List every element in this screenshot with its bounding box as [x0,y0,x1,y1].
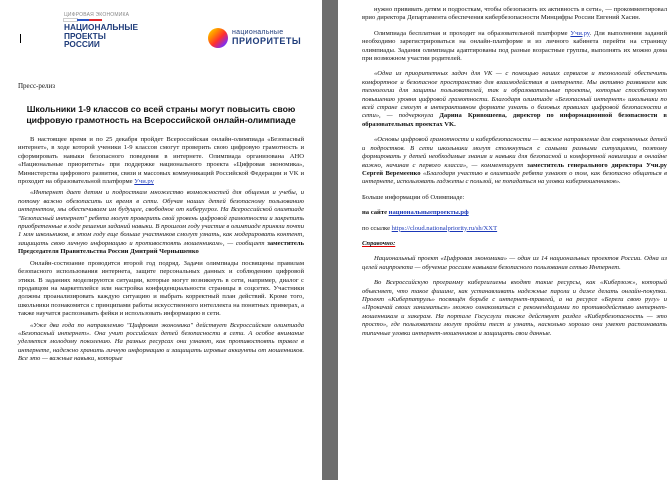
header-logos [18,8,304,80]
olympiad-paragraph: Онлайн-состязание проводится второй год подряд. Задачи олимпиады посвящены правилам безопасного использования интернета, защите персональных данных и соблюдению цифровой этики. В заданиях моделируются ситуации, которые могут возникнуть в сети, например, диалог с продавцом на маркетплейсе или настройка конфиденциальности страницы в соцсетях. Участники должны проанализировать каждую ситуацию и выбрать корректный план действий. Кроме того, школьники познакомятся с принципами работы искусственного интеллекта на понятных примерах, а также научатся распознавать фейки и использовать информацию в сети. [18,259,304,318]
priorities-line-2: ПРИОРИТЕТЫ [232,36,302,46]
cloud-link-prefix: по ссылке [362,224,391,232]
document-page-right [338,0,667,480]
quote-krivosheeva [362,70,667,129]
text-cursor [20,34,21,43]
quote-chernyshenko [18,189,304,256]
priorities-logo-text [232,29,301,47]
reference-heading-text: Справочно: [362,239,396,247]
site-link-line [362,209,667,217]
cloud-link-line [362,225,667,233]
quote-khasin-end: нужно прививать детям и подросткам, чтобы обезопасить их активность в сети», — прокомментировал врио директора Департамента обеспечения кибербезопасности Минцифры России Евгений Хасин. [362,6,667,22]
logo-name-line-1: НАЦИОНАЛЬНЫЕ [64,22,138,32]
quote-chernyshenko-author: заместитель Председателя Правительства России Дмитрий Чернышенко [18,239,304,256]
uchi-link[interactable]: Учи.ру [134,178,154,186]
logo-eyebrow: ЦИФРОВАЯ ЭКОНОМИКА [64,12,130,18]
platform-text: Олимпиада бесплатная и проходит на образовательной платформе [374,29,568,37]
platform-paragraph [362,30,667,64]
intro-text: В настоящее время и по 25 декабря пройдет Всероссийская онлайн-олимпиада «Безопасный интернет», в ходе которой ученики 1-9 классов смогут проверить свою цифровую грамотность и сформировать навыки безопасного поведения в интернете. Олимпиада организована АНО «Национальные приоритеты» при поддержке национального проекта «Цифровая экономика», Министерства цифрового развития, связи и массовых коммуникаций Российской Федерации и VK и проходит на образовательной платформе [18,136,304,186]
doc-type: Пресс-релиз [18,82,55,90]
reference-paragraph-2: Во Всероссийскую программу кибергигиены входят такие ресурсы, как «Киберзож», который объясняет, что такое фишинг, как устанавливать надежные пароли и даже делать онлайн-покупки. Проект «Киберпатруль» посвящён борьбе с интернет-травлей, а на ресурсе «Береги свою ругу» и «Прокачай своих заниматься» можно ознакомиться с рекомендациями по противодействию интернет-мошенникам и хакерам. На портале Госуслуги также действует раздел «Кибербезопасность — это просто», где пользователи могут пройти тест и узнать, насколько хорошо они умеют распознавать типичные уловки интернет-мошенников и защищать свои данные. [362,279,667,337]
reference-paragraph-1: Национальный проект «Цифровая экономика» — один из 14 национальных проектов России. Одна из целей нацпроекта — обучение россиян навыкам безопасного пользования сетью Интернет. [362,255,667,271]
tricolor-white [64,19,77,21]
quote-veremeenko-rest: «Благодаря участию в олимпиаде ребята узнают о том, как безопасно общаться в интернете, использовать гаджеты с пользой, не попадаться на уловки кибермошенников». [362,169,667,186]
intro-paragraph [18,136,304,186]
priorities-logo-icon [208,28,228,48]
reference-heading [362,240,667,248]
tricolor-red [89,19,102,21]
quote-chernyshenko-text: «Интернет дает детям и подросткам множество возможностей для общения и учебы, и потому важно обезопасить их время в сети. Обучая наших детей безопасному пользованию интернетом, мы обеспечиваем им будущее, свободное от киберугроз. На Всероссийской олимпиаде "Безопасный интернет" ребята могут проверить свой уровень цифровой грамотности и закрепить приобретенные в ходе решения заданий навыки. В прошлом году участие в олимпиаде приняли почти 1 млн школьников, в этом году еще больше участников смогут узнать, как модерировать контент, защищать свою личную информацию и противостоять мошенникам», — сообщает [18,189,304,247]
links-intro: Больше информации об Олимпиаде: [362,193,465,201]
document-page-left [0,0,322,480]
quote-khasin-start: «Уже два года по направлению "Цифровая экономика" действует Всероссийская олимпиада «Безопасный интернет». Она учит российских детей безопасности в сети. А особое внимание уделяется молодому поколению. На разных ресурсах они узнают, как противостоять травле в интернете, надежно хранить личную информацию и защищать игровые аккаунты от мошенников. Все это — важные навыки, которые [18,321,304,363]
uchi-link-2[interactable]: Учи.ру [570,29,590,37]
quote-veremeenko-author: заместитель генерального директора Учи.ру Сергей Веремеенко [362,161,667,177]
quote-veremeenko [362,136,667,186]
quote-krivosheeva-author: Дарина Кривошеева, директор по информационной безопасности в образовательных проектах VK. [362,112,667,128]
priorities-line-1: национальные [232,29,284,36]
logo-name-line-2: ПРОЕКТЫ [64,30,106,41]
site-link-prefix: на сайте [362,209,388,217]
press-release-title: Школьники 1-9 классов со всей страны могут повысить свою цифровую грамотность на Всероссийской онлайн-олимпиаде [26,104,296,125]
cloud-link[interactable]: https://cloud.nationalpriority.ru/sh/XXT [391,224,498,232]
national-priorities-logo [208,28,301,48]
platform-text-rest: . Для выполнения заданий необходимо зарегистрироваться на онлайн-платформе и из личного кабинета перейти на страницу олимпиады. Задания олимпиады адаптированы под разные возрастные группы, выполнять их можно дома при возможном участии родителей. [362,29,667,63]
quote-veremeenko-text: «Основы цифровой грамотности и кибербезопасности — важное направление для современных детей и подростков. В сети школьники могут столкнуться с самыми разными ситуациями, поэтому формировать у детей необходимые знания и навыки для безопасной и комфортной навигации в онлайне важно, начиная с первого класса», — комментирует [362,136,667,169]
logo-name-line-3: РОССИИ [64,39,100,50]
site-link[interactable]: национальныепроекты.рф [388,209,469,217]
tricolor-blue [77,19,90,21]
national-projects-logo [64,12,156,74]
tricolor-bar [64,19,102,21]
quote-krivosheeva-text: «Одна из приоритетных задач для VK — с помощью наших сервисов и технологий обеспечить комфортное и безопасное пространство для взаимодействия в интернете. Мы активно развиваем как технологии для защиты пользователей, так и образовательные проекты, которые способствуют повышению уровня цифровой грамотности. Благодаря олимпиаде «Безопасный интернет» школьники по всей стране смогут в интерактивном формате узнать о базовых правилах цифровой безопасности в сети», — подчеркнула [362,70,667,120]
